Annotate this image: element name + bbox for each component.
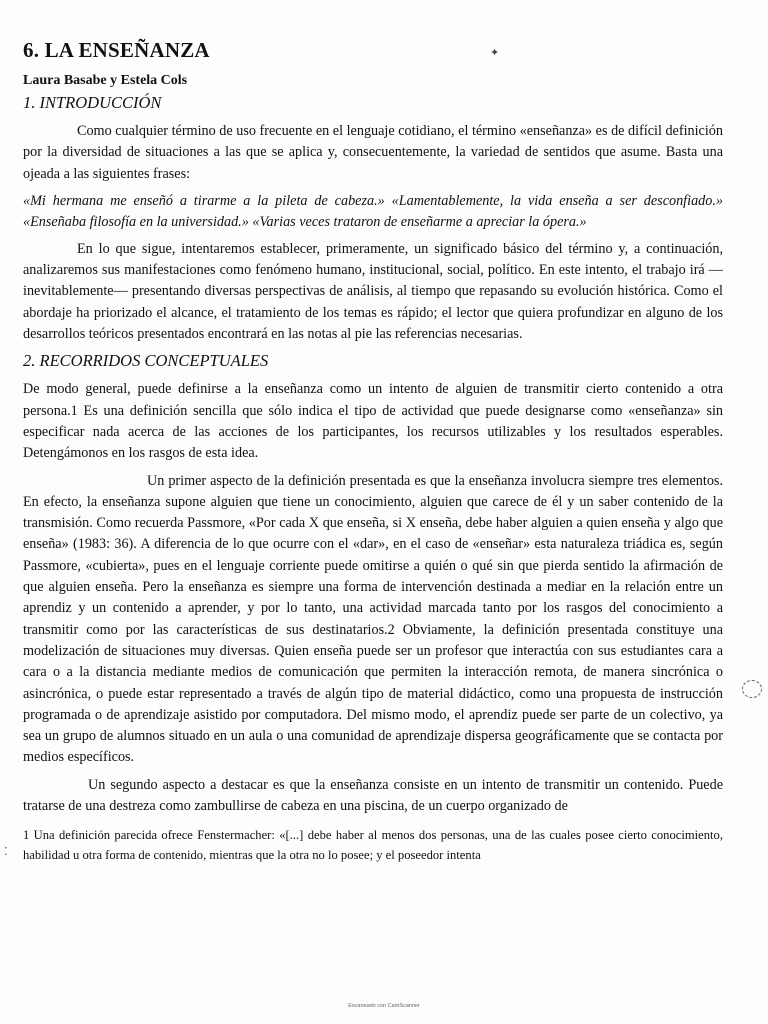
- footnote-1: 1 Una definición parecida ofrece Fenstermacher: «[...] debe haber al menos dos personas, una de las cuales posee cierto conocimiento, habilidad u otra forma de contenido, mientras que la otra no lo posee; y el poseedor intenta: [23, 828, 723, 863]
- quote-examples: «Mi hermana me enseñó a tirarme a la pileta de cabeza.» «Lamentablemente, la vida enseña a ser desconfiado.» «Enseñaba filosofía en la universidad.» «Varias veces trataron de enseñarme a apreciar la ópera.»: [23, 192, 723, 230]
- paragraph-5: Un segundo aspecto a destacar es que la enseñanza consiste en un intento de transmitir un contenido. Puede tratarse de una destreza como zambullirse de cabeza en una piscina, de un cuerpo organizado de: [23, 776, 723, 815]
- document-page: [23, 38, 723, 878]
- scan-speck-icon: ✦: [490, 46, 500, 59]
- paragraph-4: Un primer aspecto de la definición presentada es que la enseñanza involucra siempre tres elementos. En efecto, la enseñanza supone alguien que tiene un conocimiento, alguien que carece de él y un saber contenido de la transmisión. Como recuerda Passmore, «Por cada X que enseña, si X enseña, debe haber alguien a quien enseña y algo que enseña» (1983: 36). A diferencia de lo que ocurre con el «dar», en el caso de «enseñar» esta naturaleza triádica es, según Passmore, «cubierta», pues en el lenguaje corriente puede omitirse a quién o qué sin que pierda sentido la afirmación de que alguien enseña. Pero la enseñanza es siempre una forma de intervención destinada a mediar en la relación entre un aprendiz y un contenido a aprender, y por lo tanto, una actividad marcada tanto por los rasgos del conocimiento a transmitir como por las características de sus destinatarios.2 Obviamente, la definición presentada constituye una modelización de situaciones muy diversas. Quien enseña puede ser un profesor que interactúa con sus estudiantes cara a cara o a la distancia mediante medios de comunicación que permiten la interacción remota, de manera sincrónica o asincrónica, o puede estar representado a través de algún tipo de material didáctico, como una propuesta de instrucción programada o de aprendizaje asistido por computadora. Del mismo modo, el aprendiz puede ser parte de un colectivo, ya sea un grupo de alumnos situado en un aula o una comunidad de aprendizaje dispersa geográficamente que se contacta por medios específicos.: [23, 472, 723, 766]
- chapter-title: 6. LA ENSEÑANZA: [23, 38, 210, 62]
- paragraph-3: De modo general, puede definirse a la enseñanza como un intento de alguien de transmitir cierto contenido a otra persona.1 Es una definición sencilla que sólo indica el tipo de actividad que puede designarse como «enseñanza» sin especificar nada acerca de las acciones de los participantes, los recursos utilizables y los resultados esperables. Detengámonos en los rasgos de esta idea.: [23, 381, 723, 462]
- paragraph-2: En lo que sigue, intentaremos establecer, primeramente, un significado básico del término y, a continuación, analizaremos sus manifestaciones como fenómeno humano, institucional, social, político. En este intento, el trabajo irá —inevitablemente— presentando diversas perspectivas de análisis, al tiempo que repasando su evolución histórica. Como el abordaje ha priorizado el alcance, el tratamiento de los temas es rápido; el lector que quiera profundizar en alguno de los desarrollos teóricos presentados encontrará en las notas al pie las referencias necesarias.: [23, 240, 723, 343]
- scan-speck-icon: ⁚: [4, 845, 8, 858]
- authors-line: Laura Basabe y Estela Cols: [23, 73, 188, 88]
- paragraph-1: Como cualquier término de uso frecuente en el lenguaje cotidiano, el término «enseñanza» es de difícil definición por la diversidad de situaciones a las que se aplica y, consecuentemente, la variedad de sentidos que asume. Basta una ojeada a las siguientes frases:: [23, 123, 723, 182]
- scanner-watermark: Escaneado con CamScanner: [348, 1003, 420, 1009]
- section-heading-introduccion: 1. INTRODUCCIÓN: [23, 93, 162, 112]
- pencil-mark-icon: [742, 680, 762, 698]
- section-heading-recorridos: 2. RECORRIDOS CONCEPTUALES: [23, 351, 269, 371]
